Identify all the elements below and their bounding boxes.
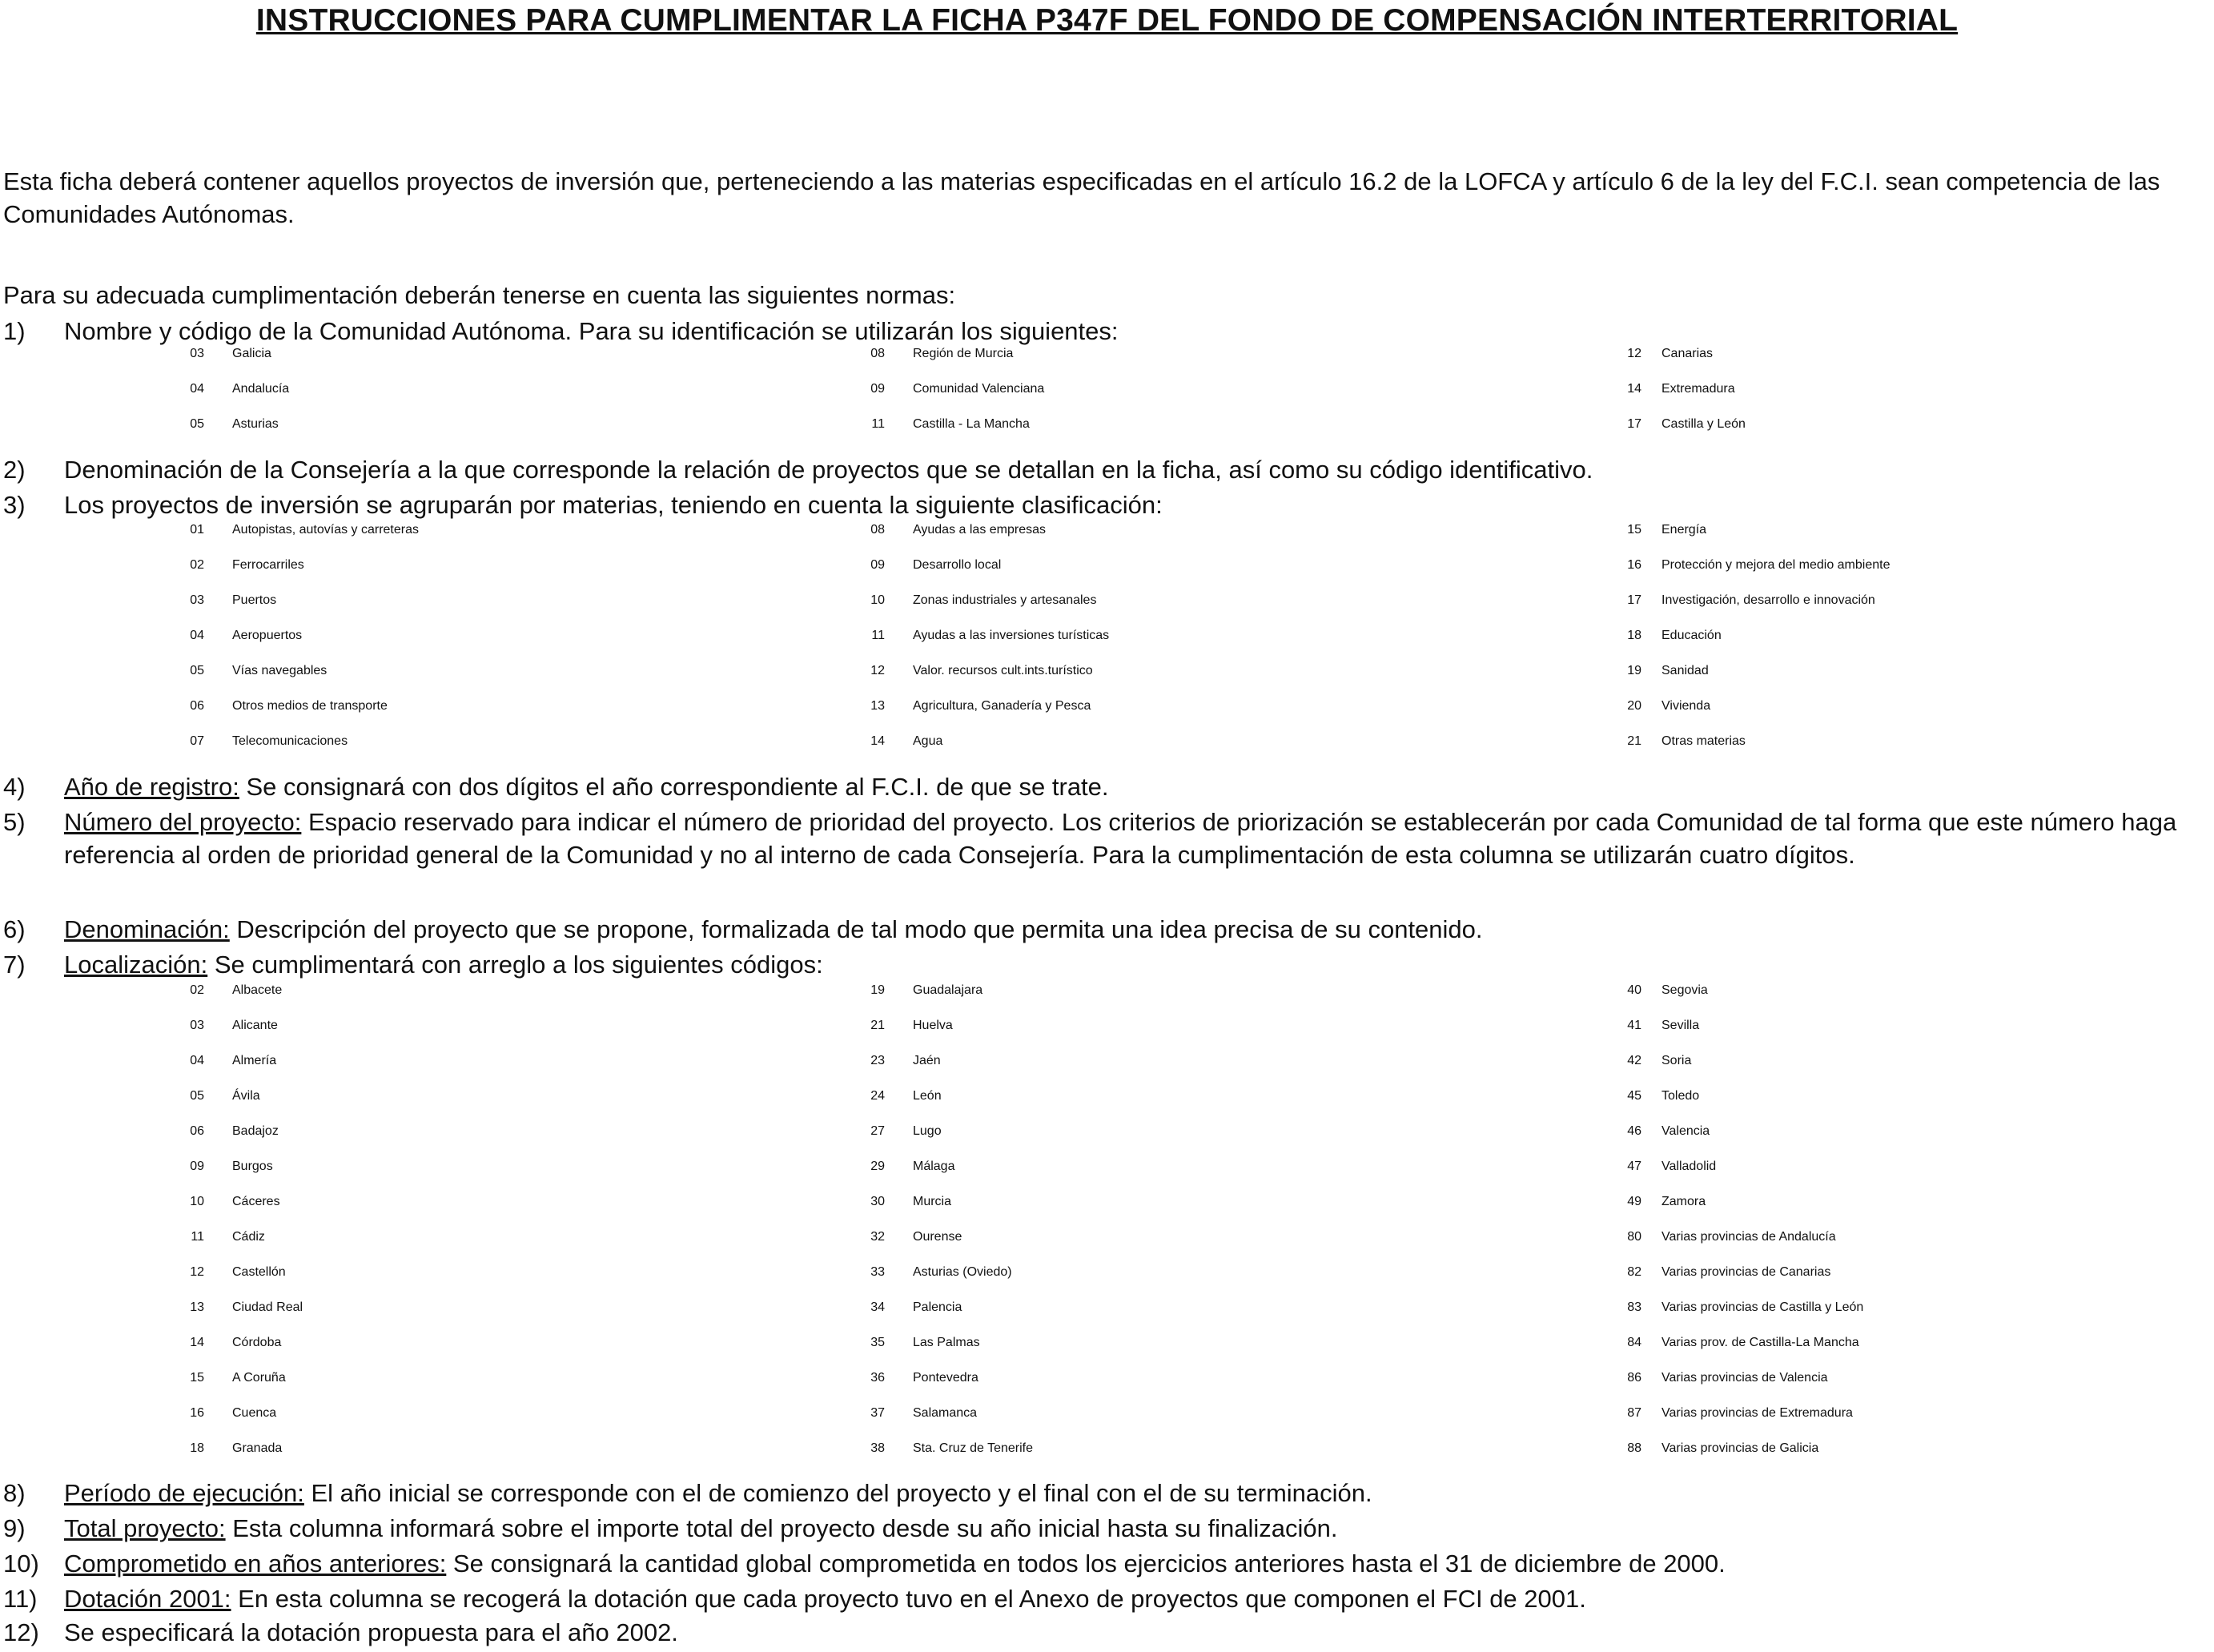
item-name: Toledo — [1662, 1089, 1700, 1103]
item-code: 84 — [1627, 1336, 1641, 1349]
item-name: Canarias — [1662, 347, 1714, 360]
item-name: Ferrocarriles — [232, 558, 304, 572]
item-code: 29 — [870, 1160, 885, 1173]
item-name: Región de Murcia — [913, 347, 1014, 360]
item-name: Segovia — [1662, 983, 1708, 997]
section-number: 4) — [3, 773, 26, 801]
section-2 — [3, 453, 2212, 486]
item-name: Investigación, desarrollo e innovación — [1662, 593, 1875, 607]
item-name: Agua — [913, 734, 943, 748]
item-code: 40 — [1627, 983, 1641, 997]
section-text: Espacio reservado para indicar el número de prioridad del proyecto. Los criterios de priorización se establecerán por cada Comunidad de tal forma que este número haga referencia al orden de prioridad general de la Comunidad y no al interno de cada Consejería. Para la cumplimentación de esta columna se utilizarán cuatro dígitos. — [64, 808, 2177, 869]
item-code: 16 — [1627, 558, 1641, 572]
item-name: Cádiz — [232, 1230, 265, 1244]
item-code: 09 — [870, 382, 885, 396]
item-code: 05 — [190, 1089, 204, 1103]
item-code: 35 — [870, 1336, 885, 1349]
item-name: Guadalajara — [913, 983, 983, 997]
item-code: 14 — [1627, 382, 1641, 396]
item-code: 12 — [1627, 347, 1641, 360]
item-code: 06 — [190, 1124, 204, 1138]
item-name: Sanidad — [1662, 664, 1709, 677]
item-code: 87 — [1627, 1406, 1641, 1420]
item-name: Granada — [232, 1441, 283, 1455]
item-name: Comunidad Valenciana — [913, 382, 1045, 396]
item-code: 14 — [870, 734, 885, 748]
item-name: Varias provincias de Canarias — [1662, 1265, 1831, 1279]
item-code: 12 — [190, 1265, 204, 1279]
item-code: 19 — [870, 983, 885, 997]
item-name: Badajoz — [232, 1124, 279, 1138]
item-name: Cáceres — [232, 1195, 280, 1208]
item-name: Asturias — [232, 417, 279, 431]
item-code: 01 — [190, 523, 204, 537]
section-7 — [3, 948, 2212, 981]
item-code: 06 — [190, 699, 204, 713]
item-name: Varias prov. de Castilla-La Mancha — [1662, 1336, 1859, 1349]
item-code: 19 — [1627, 664, 1641, 677]
section-text: Nombre y código de la Comunidad Autónoma. Para su identificación se utilizarán los siguientes: — [64, 317, 1119, 345]
item-name: Educación — [1662, 629, 1722, 642]
item-name: Desarrollo local — [913, 558, 1002, 572]
section-label: Comprometido en años anteriores: — [64, 1550, 447, 1578]
item-name: Varias provincias de Galicia — [1662, 1441, 1819, 1455]
item-code: 16 — [190, 1406, 204, 1420]
item-code: 04 — [190, 1054, 204, 1067]
item-name: Valor. recursos cult.ints.turístico — [913, 664, 1093, 677]
item-name: Varias provincias de Castilla y León — [1662, 1300, 1864, 1314]
item-code: 02 — [190, 983, 204, 997]
item-code: 08 — [870, 347, 885, 360]
item-name: Agricultura, Ganadería y Pesca — [913, 699, 1091, 713]
item-name: Varias provincias de Valencia — [1662, 1371, 1828, 1385]
item-code: 88 — [1627, 1441, 1641, 1455]
item-name: Málaga — [913, 1160, 955, 1173]
item-code: 32 — [870, 1230, 885, 1244]
item-name: Córdoba — [232, 1336, 282, 1349]
item-code: 38 — [870, 1441, 885, 1455]
item-name: Palencia — [913, 1300, 962, 1314]
item-name: Protección y mejora del medio ambiente — [1662, 558, 1891, 572]
item-name: Otros medios de transporte — [232, 699, 388, 713]
item-code: 15 — [190, 1371, 204, 1385]
section-label: Total proyecto: — [64, 1514, 226, 1542]
item-name: Ciudad Real — [232, 1300, 303, 1314]
item-name: Ávila — [232, 1089, 260, 1103]
item-code: 09 — [870, 558, 885, 572]
item-name: Albacete — [232, 983, 283, 997]
item-name: Ayudas a las empresas — [913, 523, 1047, 537]
item-name: Varias provincias de Extremadura — [1662, 1406, 1853, 1420]
item-name: Soria — [1662, 1054, 1692, 1067]
item-name: Alicante — [232, 1019, 278, 1032]
item-code: 14 — [190, 1336, 204, 1349]
section-label: Número del proyecto: — [64, 808, 302, 836]
item-name: Las Palmas — [913, 1336, 980, 1349]
item-code: 23 — [870, 1054, 885, 1067]
item-name: Almería — [232, 1054, 277, 1067]
section-number: 9) — [3, 1514, 26, 1542]
item-name: Burgos — [232, 1160, 273, 1173]
section-9 — [3, 1512, 2212, 1545]
item-code: 17 — [1627, 417, 1641, 431]
section-number: 5) — [3, 808, 26, 836]
item-code: 11 — [871, 629, 885, 642]
section-text: Los proyectos de inversión se agruparán por materias, teniendo en cuenta la siguiente clasificación: — [64, 491, 1163, 519]
item-code: 21 — [870, 1019, 885, 1032]
item-name: Puertos — [232, 593, 277, 607]
item-name: Telecomunicaciones — [232, 734, 348, 748]
item-name: Extremadura — [1662, 382, 1735, 396]
section-label: Localización: — [64, 951, 208, 979]
item-name: Varias provincias de Andalucía — [1662, 1230, 1836, 1244]
item-code: 20 — [1627, 699, 1641, 713]
item-code: 46 — [1627, 1124, 1641, 1138]
item-code: 47 — [1627, 1160, 1641, 1173]
item-code: 30 — [870, 1195, 885, 1208]
item-code: 49 — [1627, 1195, 1641, 1208]
item-code: 82 — [1627, 1265, 1641, 1279]
item-name: Vías navegables — [232, 664, 327, 677]
item-name: Pontevedra — [913, 1371, 978, 1385]
item-name: Ayudas a las inversiones turísticas — [913, 629, 1110, 642]
item-code: 36 — [870, 1371, 885, 1385]
item-code: 02 — [190, 558, 204, 572]
section-number: 2) — [3, 456, 26, 484]
item-code: 42 — [1627, 1054, 1641, 1067]
section-8 — [3, 1477, 2212, 1509]
item-code: 08 — [870, 523, 885, 537]
section-6 — [3, 913, 2212, 946]
section-label: Período de ejecución: — [64, 1479, 304, 1507]
item-code: 18 — [190, 1441, 204, 1455]
item-name: Sta. Cruz de Tenerife — [913, 1441, 1034, 1455]
item-name: Lugo — [913, 1124, 942, 1138]
section-label: Año de registro: — [64, 773, 239, 801]
item-code: 13 — [190, 1300, 204, 1314]
item-code: 24 — [870, 1089, 885, 1103]
item-code: 09 — [190, 1160, 204, 1173]
item-name: Jaén — [913, 1054, 941, 1067]
item-code: 13 — [870, 699, 885, 713]
item-code: 05 — [190, 664, 204, 677]
item-code: 33 — [870, 1265, 885, 1279]
section-text: Se consignará la cantidad global comprometida en todos los ejercicios anteriores hasta el 31 de diciembre de 2000. — [446, 1550, 1726, 1578]
section-1 — [3, 315, 2212, 348]
intro-note: Para su adecuada cumplimentación deberán tenerse en cuenta las siguientes normas: — [3, 281, 956, 309]
section-number: 10) — [3, 1550, 39, 1578]
item-name: Valladolid — [1662, 1160, 1717, 1173]
item-code: 21 — [1627, 734, 1641, 748]
item-code: 83 — [1627, 1300, 1641, 1314]
section-3 — [3, 488, 2212, 521]
section-label: Denominación: — [64, 915, 230, 943]
item-name: Vivienda — [1662, 699, 1711, 713]
item-code: 80 — [1627, 1230, 1641, 1244]
item-code: 37 — [870, 1406, 885, 1420]
section-10 — [3, 1547, 2212, 1580]
item-name: Ourense — [913, 1230, 962, 1244]
item-code: 15 — [1627, 523, 1641, 537]
section-text: Se especificará la dotación propuesta para el año 2002. — [64, 1618, 678, 1646]
document-title: INSTRUCCIONES PARA CUMPLIMENTAR LA FICHA P347F DEL FONDO DE COMPENSACIÓN INTERTERRITORIAL — [255, 3, 1959, 38]
section-label: Dotación 2001: — [64, 1585, 231, 1613]
section-text: Se consignará con dos dígitos el año correspondiente al F.C.I. de que se trate. — [239, 773, 1109, 801]
section-text: El año inicial se corresponde con el de comienzo del proyecto y el final con el de su terminación. — [303, 1479, 1372, 1507]
section-text: Denominación de la Consejería a la que corresponde la relación de proyectos que se detallan en la ficha, así como su código identificativo. — [64, 456, 1593, 484]
item-code: 17 — [1627, 593, 1641, 607]
item-code: 86 — [1627, 1371, 1641, 1385]
section-text: Se cumplimentará con arreglo a los siguientes códigos: — [207, 951, 823, 979]
item-name: Sevilla — [1662, 1019, 1700, 1032]
intro-paragraph: Esta ficha deberá contener aquellos proyectos de inversión que, perteneciendo a las materias especificadas en el artículo 16.2 de la LOFCA y artículo 6 de la ley del F.C.I. sean competencia de las Comunidades Autónomas. — [3, 167, 2160, 228]
item-name: Castilla y León — [1662, 417, 1746, 431]
section-4 — [3, 770, 2212, 803]
item-name: Aeropuertos — [232, 629, 303, 642]
item-name: Andalucía — [232, 382, 290, 396]
section-text: Descripción del proyecto que se propone, formalizada de tal modo que permita una idea precisa de su contenido. — [229, 915, 1483, 943]
section-5 — [3, 806, 2212, 871]
item-name: Castellón — [232, 1265, 286, 1279]
item-code: 11 — [871, 417, 885, 431]
item-name: Murcia — [913, 1195, 952, 1208]
item-code: 27 — [870, 1124, 885, 1138]
item-name: Otras materias — [1662, 734, 1746, 748]
section-number: 8) — [3, 1479, 26, 1507]
item-name: Energía — [1662, 523, 1707, 537]
item-code: 05 — [190, 417, 204, 431]
item-name: Valencia — [1662, 1124, 1710, 1138]
item-code: 03 — [190, 347, 204, 360]
section-text: En esta columna se recogerá la dotación que cada proyecto tuvo en el Anexo de proyectos que componen el FCI de 2001. — [231, 1585, 1586, 1613]
item-code: 12 — [870, 664, 885, 677]
item-code: 11 — [191, 1230, 204, 1244]
section-number: 7) — [3, 951, 26, 979]
section-text: Esta columna informará sobre el importe total del proyecto desde su año inicial hasta su finalización. — [225, 1514, 1338, 1542]
item-name: A Coruña — [232, 1371, 286, 1385]
item-code: 34 — [870, 1300, 885, 1314]
item-code: 45 — [1627, 1089, 1641, 1103]
item-code: 03 — [190, 593, 204, 607]
section-11 — [3, 1582, 2212, 1615]
item-name: Galicia — [232, 347, 271, 360]
item-code: 03 — [190, 1019, 204, 1032]
item-name: León — [913, 1089, 942, 1103]
item-name: Autopistas, autovías y carreteras — [232, 523, 419, 537]
item-code: 10 — [190, 1195, 204, 1208]
item-code: 04 — [190, 382, 204, 396]
section-number: 12) — [3, 1618, 39, 1646]
item-name: Zonas industriales y artesanales — [913, 593, 1097, 607]
section-12 — [3, 1616, 2212, 1649]
item-code: 10 — [870, 593, 885, 607]
section-number: 11) — [3, 1585, 38, 1613]
item-name: Asturias (Oviedo) — [913, 1265, 1012, 1279]
item-name: Salamanca — [913, 1406, 978, 1420]
item-name: Huelva — [913, 1019, 953, 1032]
item-code: 41 — [1627, 1019, 1641, 1032]
item-code: 18 — [1627, 629, 1641, 642]
section-number: 3) — [3, 491, 26, 519]
item-name: Cuenca — [232, 1406, 277, 1420]
section-number: 1) — [3, 317, 26, 345]
section-number: 6) — [3, 915, 26, 943]
item-name: Zamora — [1662, 1195, 1706, 1208]
item-name: Castilla - La Mancha — [913, 417, 1030, 431]
item-code: 04 — [190, 629, 204, 642]
item-code: 07 — [190, 734, 204, 748]
